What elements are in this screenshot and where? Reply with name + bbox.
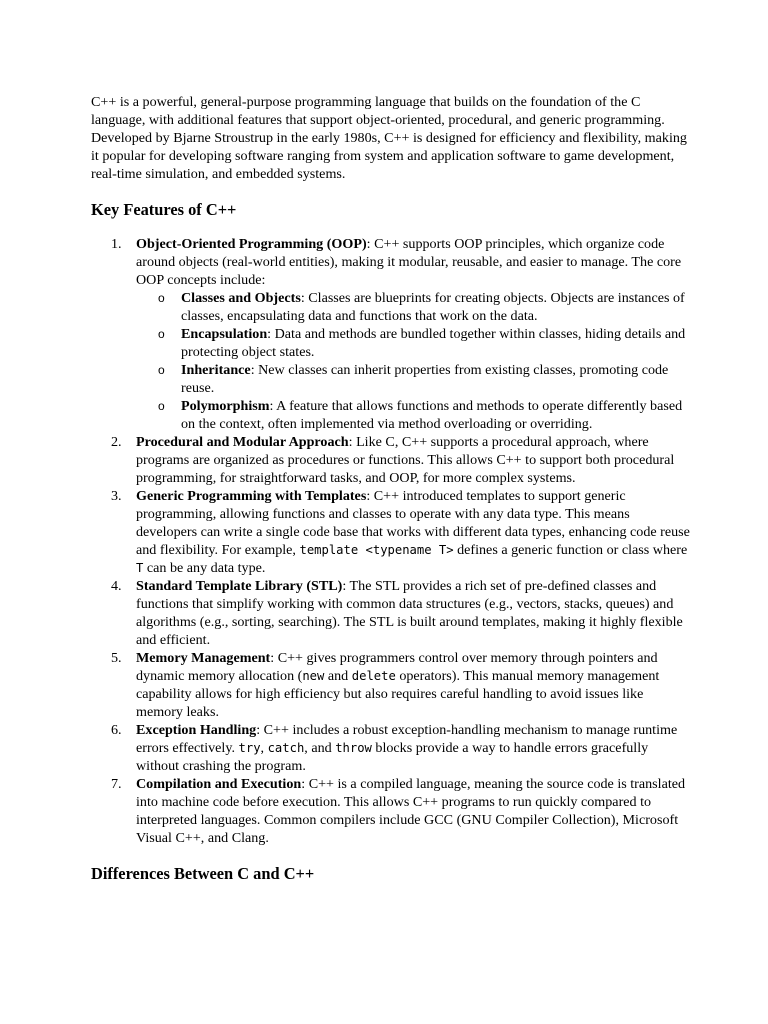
feature-title: Object-Oriented Programming (OOP) [136, 236, 367, 252]
sub-item-encapsulation: o Encapsulation: Data and methods are bundled together within classes, hiding details and protecting object states. [181, 325, 691, 361]
feature-item-exceptions: Exception Handling: C++ includes a robust exception-handling mechanism to manage runtime errors effectively. try, catch, and throw blocks provide a way to handle errors gracefully without crashing the program. [136, 722, 678, 774]
oop-concepts-list [136, 289, 691, 433]
sub-item-polymorphism: o Polymorphism: A feature that allows functions and methods to operate differently based on the context, often implemented via method overloading or overriding. [181, 397, 691, 433]
feature-item-templates: Generic Programming with Templates: C++ introduced templates to support generic programming, allowing functions and classes to operate with any data type. This means developers can write a single code base that works with different data types, enhancing code reuse and flexibility. For example, template <typename T> defines a generic function or class where T can be any data type. [136, 488, 690, 576]
feature-text: : C++ is a compiled language, meaning the source code is translated into machine code before execution. This allows C++ programs to run quickly compared to interpreted languages. Common compilers include GCC (GNU Compiler Collection), Microsoft Visual C++, and Clang. [136, 776, 686, 846]
features-heading: Key Features of C++ [91, 200, 237, 219]
feature-item-oop [136, 235, 691, 433]
features-list [91, 235, 691, 847]
differences-heading: Differences Between C and C++ [91, 864, 315, 883]
feature-title: Standard Template Library (STL) [136, 578, 343, 594]
feature-title: Memory Management [136, 650, 271, 666]
code-snippet: T [136, 561, 144, 575]
code-snippet: template <typename T> [299, 543, 454, 557]
document-body [91, 93, 691, 885]
feature-title: Procedural and Modular Approach [136, 434, 349, 450]
code-snippet: try [238, 741, 261, 755]
code-snippet: throw [335, 741, 372, 755]
feature-text: : Like C, C++ supports a procedural approach, where programs are organized as procedures or functions. This allows C++ to support both procedural programming, for straightforward tasks, and OOP, for more complex systems. [136, 434, 675, 486]
feature-text: : C++ supports OOP principles, which organize code around objects (real-world entities), making it modular, reusable, and easier to manage. The core OOP concepts include: [136, 236, 682, 288]
feature-text: : The STL provides a rich set of pre-defined classes and functions that simplify working with common data structures (e.g., vectors, stacks, queues) and algorithms (e.g., sorting, searching). The STL is built around templates, making it highly flexible and efficient. [136, 578, 683, 648]
intro-paragraph: C++ is a powerful, general-purpose programming language that builds on the foundation of the C language, with additional features that support object-oriented, procedural, and generic programming. Developed by Bjarne Stroustrup in the early 1980s, C++ is designed for efficiency and flexibility, making it popular for developing software ranging from system and application software to game development, real-time simulation, and embedded systems. [91, 94, 687, 182]
feature-title: Exception Handling [136, 722, 257, 738]
feature-title: Compilation and Execution [136, 776, 302, 792]
feature-item-compilation [136, 775, 691, 847]
feature-item-procedural [136, 433, 691, 487]
sub-item-inheritance: o Inheritance: New classes can inherit properties from existing classes, promoting code reuse. [181, 361, 691, 397]
code-snippet: delete [351, 669, 396, 683]
feature-item-memory: Memory Management: C++ gives programmers control over memory through pointers and dynamic memory allocation (new and delete operators). This manual memory management capability allows for high efficiency but also requires careful handling to avoid issues like memory leaks. [136, 650, 660, 720]
feature-item-stl [136, 577, 691, 649]
sub-item-classes-objects: o Classes and Objects: Classes are blueprints for creating objects. Objects are instances of classes, encapsulating data and functions that work on the data. [181, 289, 691, 325]
code-snippet: new [302, 669, 325, 683]
code-snippet: catch [267, 741, 305, 755]
feature-title: Generic Programming with Templates [136, 488, 367, 504]
